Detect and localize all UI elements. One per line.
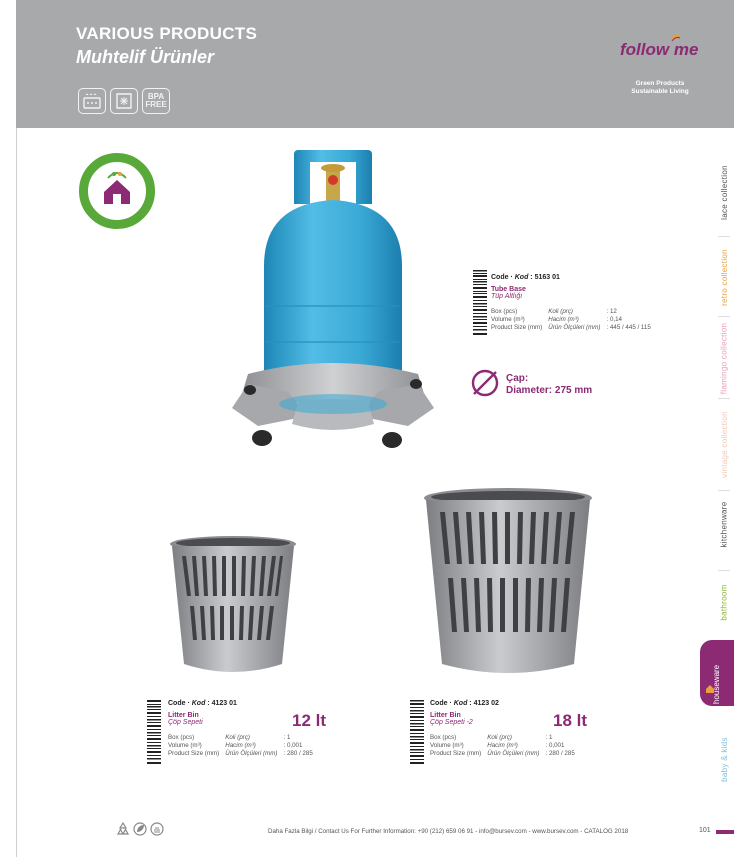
product-name-en: Litter Bin xyxy=(430,712,461,719)
footer-contact: Daha Fazla Bilgi / Contact Us For Further Information: +90 (212) 659 06 91 - info@bursev.com - www.bursev.com - CATALOG 2018 xyxy=(268,828,629,835)
page-number: 101 xyxy=(699,827,711,834)
tab-divider xyxy=(718,316,730,317)
tab-kitchenware[interactable]: kitchenware xyxy=(719,501,729,547)
tab-baby-kids[interactable]: baby & kids xyxy=(719,736,729,782)
brand-logo: follow me xyxy=(620,40,699,59)
product-spec-table xyxy=(430,734,581,758)
dishwasher-safe-icon xyxy=(78,88,106,114)
table-row: Volume (m³) Hacim (m³) : 0,001 xyxy=(168,742,303,749)
table-row: Volume (m³) Hacim (m³) : 0,14 xyxy=(491,316,622,323)
diameter-note: Çap: Diameter: 275 mm xyxy=(470,368,620,402)
tab-divider xyxy=(718,570,730,571)
table-row: Box (pcs) Koli (prç) : 12 xyxy=(491,308,617,315)
capacity-18lt: 18 lt xyxy=(553,711,588,730)
brand-tagline: Green Products Sustainable Living xyxy=(631,80,689,95)
eco-leaf-icon xyxy=(133,822,147,836)
tab-divider xyxy=(718,236,730,237)
table-row: Product Size (mm) Ürün Ölçüleri (mm) : 445 / 445 / 115 xyxy=(491,324,651,331)
table-row: Product Size (mm) Ürün Ölçüleri (mm) : 280 / 285 xyxy=(168,750,313,757)
product-name-tr: Tüp Altlığı xyxy=(491,293,523,300)
product-name-tr: Çöp Sepeti -2 xyxy=(430,719,473,726)
litter-bin-18lt-image xyxy=(422,486,594,682)
tab-retro-collection[interactable]: retro collection xyxy=(719,248,729,306)
section-title-tr: Muhtelif Ürünler xyxy=(76,47,214,67)
food-safe-icon xyxy=(150,822,164,836)
section-title: VARIOUS PRODUCTS xyxy=(76,24,258,43)
barcode-4123-01 xyxy=(147,700,161,771)
table-row: Volume (m³) Hacim (m³) : 0,001 xyxy=(430,742,565,749)
tab-flamingo-collection[interactable]: flamingo collection xyxy=(719,322,729,394)
page-header xyxy=(16,0,734,128)
tab-houseware-active[interactable]: houseware xyxy=(700,640,734,706)
product-name-tr: Çöp Sepeti xyxy=(168,719,203,726)
diameter-icon xyxy=(470,368,500,398)
product-code: Code · Kod : 4123 01 xyxy=(168,700,237,707)
tab-vintage-collection[interactable]: vintage collection xyxy=(719,410,729,478)
page-margin-rule xyxy=(16,128,17,857)
tube-base-product-image xyxy=(228,146,438,452)
product-spec-table xyxy=(168,734,319,758)
tab-bathroom[interactable]: bathroom xyxy=(719,583,729,621)
product-spec-table xyxy=(491,308,657,332)
tab-divider xyxy=(718,490,730,491)
product-spec-5163-01 xyxy=(491,274,657,332)
bpa-free-icon: BPA FREE xyxy=(142,88,170,114)
footer-icons xyxy=(116,822,164,836)
freezer-safe-icon xyxy=(110,88,138,114)
barcode-4123-02 xyxy=(410,700,424,771)
capacity-12lt: 12 lt xyxy=(292,711,327,730)
table-row: Box (pcs) Koli (prç) : 1 xyxy=(168,734,291,741)
product-code: Code · Kod : 4123 02 xyxy=(430,700,499,707)
product-code: Code · Kod : 5163 01 xyxy=(491,274,560,281)
health-approval-badge xyxy=(78,152,156,230)
barcode-5163-01 xyxy=(473,270,487,341)
leaf-icon xyxy=(670,34,680,42)
table-row: Product Size (mm) Ürün Ölçüleri (mm) : 280 / 285 xyxy=(430,750,575,757)
tab-divider xyxy=(718,398,730,399)
recycle-icon xyxy=(116,822,130,836)
footer-accent-bar xyxy=(716,830,734,834)
certification-icons xyxy=(78,88,170,114)
litter-bin-12lt-image xyxy=(168,534,298,680)
tab-lace-collection[interactable]: lace collection xyxy=(719,164,729,220)
product-name-en: Litter Bin xyxy=(168,712,199,719)
product-name-en: Tube Base xyxy=(491,286,526,293)
table-row: Box (pcs) Koli (prç) : 1 xyxy=(430,734,553,741)
